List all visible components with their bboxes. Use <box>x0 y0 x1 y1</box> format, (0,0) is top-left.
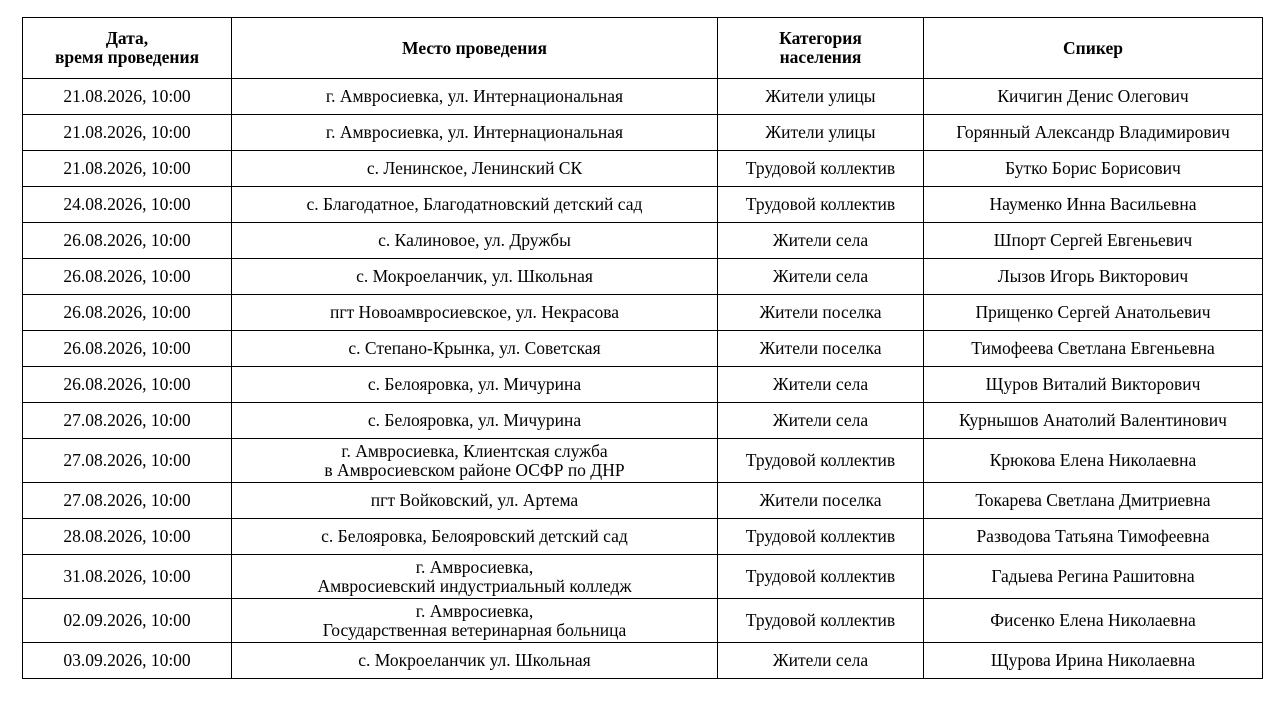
cell-date: 26.08.2026, 10:00 <box>23 331 232 367</box>
cell-place <box>232 187 718 223</box>
cell-place <box>232 643 718 679</box>
cell-category: Жители села <box>718 259 924 295</box>
table-row <box>23 367 1263 403</box>
cell-category: Жители села <box>718 643 924 679</box>
cell-speaker: Горянный Александр Владимирович <box>924 115 1263 151</box>
cell-category: Трудовой коллектив <box>718 187 924 223</box>
cell-place-line: с. Белояровка, Белояровский детский сад <box>321 526 628 546</box>
cell-date: 31.08.2026, 10:00 <box>23 555 232 599</box>
cell-category: Трудовой коллектив <box>718 151 924 187</box>
table-row <box>23 599 1263 643</box>
cell-date: 26.08.2026, 10:00 <box>23 223 232 259</box>
cell-speaker: Кичигин Денис Олегович <box>924 79 1263 115</box>
table-row <box>23 643 1263 679</box>
table-row <box>23 439 1263 483</box>
header-place-line-1: Место проведения <box>402 37 547 58</box>
cell-date: 03.09.2026, 10:00 <box>23 643 232 679</box>
cell-date: 21.08.2026, 10:00 <box>23 79 232 115</box>
table-row <box>23 403 1263 439</box>
cell-speaker: Лызов Игорь Викторович <box>924 259 1263 295</box>
cell-category: Жители села <box>718 223 924 259</box>
cell-date: 28.08.2026, 10:00 <box>23 519 232 555</box>
cell-speaker: Токарева Светлана Дмитриевна <box>924 483 1263 519</box>
cell-date: 26.08.2026, 10:00 <box>23 295 232 331</box>
cell-place-line: Государственная ветеринарная больница <box>322 619 627 640</box>
cell-place <box>232 367 718 403</box>
cell-place <box>232 151 718 187</box>
cell-date: 27.08.2026, 10:00 <box>23 483 232 519</box>
cell-speaker: Науменко Инна Васильевна <box>924 187 1263 223</box>
cell-date: 21.08.2026, 10:00 <box>23 115 232 151</box>
cell-place-line: г. Амвросиевка, ул. Интернациональная <box>325 122 624 142</box>
cell-category: Трудовой коллектив <box>718 555 924 599</box>
cell-place <box>232 115 718 151</box>
cell-date: 27.08.2026, 10:00 <box>23 439 232 483</box>
cell-category: Трудовой коллектив <box>718 439 924 483</box>
cell-place-line: с. Мокроеланчик ул. Школьная <box>358 650 591 670</box>
table-row <box>23 79 1263 115</box>
table-row <box>23 555 1263 599</box>
table-body <box>23 79 1263 679</box>
cell-place <box>232 403 718 439</box>
cell-place-line: с. Благодатное, Благодатновский детский сад <box>306 194 643 214</box>
cell-place <box>232 79 718 115</box>
cell-category: Жители улицы <box>718 79 924 115</box>
cell-category: Жители села <box>718 367 924 403</box>
cell-place-line: с. Степано-Крынка, ул. Советская <box>348 338 601 358</box>
cell-place-line: с. Мокроеланчик, ул. Школьная <box>356 266 593 286</box>
table-row <box>23 187 1263 223</box>
cell-place-line: с. Калиновое, ул. Дружбы <box>378 230 571 250</box>
cell-place-line: г. Амвросиевка, <box>415 600 534 621</box>
cell-place <box>232 599 718 643</box>
cell-place <box>232 259 718 295</box>
cell-date: 21.08.2026, 10:00 <box>23 151 232 187</box>
cell-speaker: Щуров Виталий Викторович <box>924 367 1263 403</box>
cell-speaker: Шпорт Сергей Евгеньевич <box>924 223 1263 259</box>
header-place <box>232 18 718 79</box>
cell-place-line: пгт Новоамвросиевское, ул. Некрасова <box>329 302 619 322</box>
cell-speaker: Крюкова Елена Николаевна <box>924 439 1263 483</box>
cell-place <box>232 331 718 367</box>
cell-place-line: с. Белояровка, ул. Мичурина <box>367 374 582 394</box>
table-row <box>23 151 1263 187</box>
table-row <box>23 483 1263 519</box>
cell-place <box>232 223 718 259</box>
header-category-line-1: Категория <box>779 28 862 48</box>
cell-category: Жители села <box>718 403 924 439</box>
cell-speaker: Гадыева Регина Рашитовна <box>924 555 1263 599</box>
cell-category: Жители поселка <box>718 483 924 519</box>
cell-place-line: с. Ленинское, Ленинский СК <box>366 158 583 178</box>
schedule-table <box>22 17 1263 679</box>
cell-place-line: в Амвросиевском районе ОСФР по ДНР <box>324 459 625 480</box>
cell-category: Жители улицы <box>718 115 924 151</box>
cell-category: Жители поселка <box>718 295 924 331</box>
table-row <box>23 331 1263 367</box>
header-date-line-1: Дата, <box>105 28 149 48</box>
cell-place <box>232 483 718 519</box>
cell-speaker: Прищенко Сергей Анатольевич <box>924 295 1263 331</box>
header-category-line-2: населения <box>779 47 862 67</box>
header-date <box>23 18 232 79</box>
cell-speaker: Курнышов Анатолий Валентинович <box>924 403 1263 439</box>
cell-place <box>232 555 718 599</box>
cell-place-line: Амвросиевский индустриальный колледж <box>317 575 632 596</box>
header-row <box>23 18 1263 79</box>
header-speaker <box>924 18 1263 79</box>
cell-speaker: Бутко Борис Борисович <box>924 151 1263 187</box>
table-row <box>23 223 1263 259</box>
cell-date: 02.09.2026, 10:00 <box>23 599 232 643</box>
table-row <box>23 519 1263 555</box>
cell-date: 26.08.2026, 10:00 <box>23 259 232 295</box>
cell-category: Трудовой коллектив <box>718 519 924 555</box>
cell-category: Жители поселка <box>718 331 924 367</box>
cell-date: 24.08.2026, 10:00 <box>23 187 232 223</box>
cell-category: Трудовой коллектив <box>718 599 924 643</box>
cell-place-line: пгт Войковский, ул. Артема <box>370 490 579 510</box>
cell-speaker: Фисенко Елена Николаевна <box>924 599 1263 643</box>
table-row <box>23 259 1263 295</box>
cell-place-line: г. Амвросиевка, <box>415 556 534 577</box>
cell-speaker: Тимофеева Светлана Евгеньевна <box>924 331 1263 367</box>
header-date-line-2: время проведения <box>54 47 200 67</box>
header-category <box>718 18 924 79</box>
cell-date: 27.08.2026, 10:00 <box>23 403 232 439</box>
cell-speaker: Щурова Ирина Николаевна <box>924 643 1263 679</box>
cell-place-line: г. Амвросиевка, ул. Интернациональная <box>325 86 624 106</box>
table-header <box>23 18 1263 79</box>
table-row <box>23 295 1263 331</box>
cell-speaker: Разводова Татьяна Тимофеевна <box>924 519 1263 555</box>
cell-place <box>232 295 718 331</box>
header-speaker-line-1: Спикер <box>1063 37 1123 58</box>
cell-place <box>232 439 718 483</box>
cell-place <box>232 519 718 555</box>
cell-place-line: г. Амвросиевка, Клиентская служба <box>341 440 608 461</box>
table-row <box>23 115 1263 151</box>
cell-place-line: с. Белояровка, ул. Мичурина <box>367 410 582 430</box>
cell-date: 26.08.2026, 10:00 <box>23 367 232 403</box>
